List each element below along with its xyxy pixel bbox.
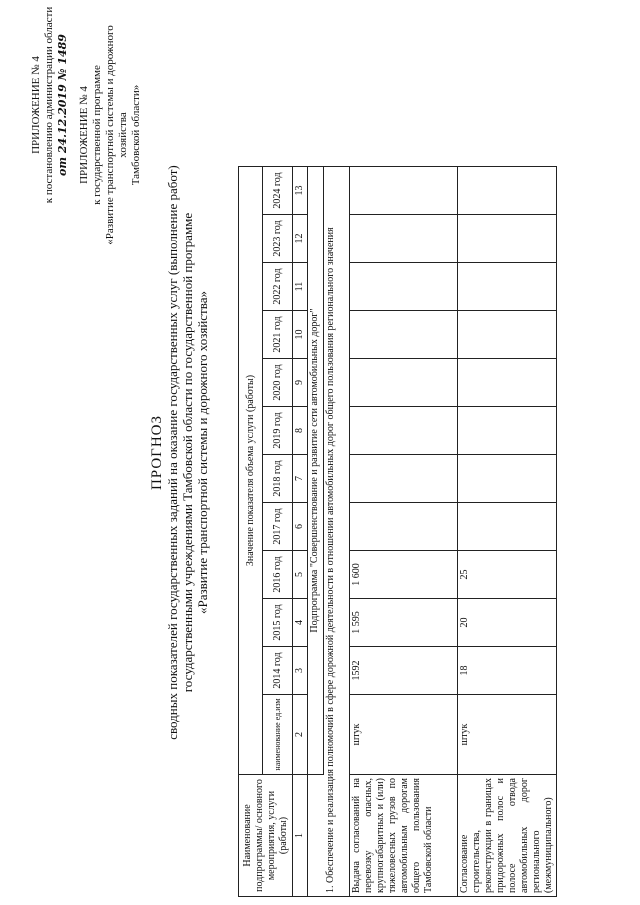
header-year: 2017 год — [263, 503, 293, 551]
appendix-decree-header — [30, 5, 69, 205]
value-cell — [350, 503, 458, 551]
title-line-2: государственными учреждениями Тамбовской области по государственной программе — [180, 212, 195, 693]
value-cell: 1 595 — [350, 599, 458, 647]
header-year: 2023 год — [263, 215, 293, 263]
subprogram-row: Подпрограмма "Совершенствование и развитие сети автомобильных дорог" — [308, 167, 324, 775]
appendix-program-ref: к государственной программе — [91, 65, 103, 205]
table-row — [458, 167, 557, 897]
appendix-program-name: «Развитие транспортной системы и дорожного хозяйства — [104, 25, 129, 245]
header-value-group: Значение показателя объема услуги (работы) — [239, 167, 263, 775]
column-number: 10 — [293, 311, 308, 359]
value-cell — [458, 503, 557, 551]
column-number: 8 — [293, 407, 308, 455]
value-cell — [458, 263, 557, 311]
column-number: 9 — [293, 359, 308, 407]
value-cell — [350, 359, 458, 407]
column-number: 13 — [293, 167, 308, 215]
value-cell: 1 600 — [350, 551, 458, 599]
document-title — [150, 0, 210, 905]
value-cell: 25 — [458, 551, 557, 599]
forecast-table — [238, 166, 557, 897]
header-year: 2022 год — [263, 263, 293, 311]
column-number: 6 — [293, 503, 308, 551]
value-cell — [350, 167, 458, 215]
service-name: Согласование строительства, реконструкции в границах придорожных полос и полосе отвода автомобильных дорог регионального (межмуниципального) — [458, 775, 557, 897]
column-number: 2 — [293, 695, 308, 775]
value-cell — [458, 215, 557, 263]
appendix-program-header — [78, 5, 143, 265]
header-year: 2014 год — [263, 647, 293, 695]
column-number: 11 — [293, 263, 308, 311]
column-number: 1 — [293, 775, 308, 897]
appendix-decree-number: ПРИЛОЖЕНИЕ № 4 — [30, 56, 42, 154]
value-cell — [458, 311, 557, 359]
service-name: Выдача согласований на перевозку опасных, крупногабаритных и (или) тяжеловесных грузов по автомобильным дорогам общего пользования Тамбовской области — [350, 775, 458, 897]
unit-cell: штук — [350, 695, 458, 775]
column-number: 5 — [293, 551, 308, 599]
table-row — [350, 167, 458, 897]
value-cell — [458, 407, 557, 455]
header-year: 2018 год — [263, 455, 293, 503]
value-cell: 1592 — [350, 647, 458, 695]
value-cell — [350, 215, 458, 263]
appendix-decree-date: от 24.12.2019 № 1489 — [56, 34, 69, 176]
header-year: 2019 год — [263, 407, 293, 455]
value-cell — [350, 311, 458, 359]
appendix-program-number: ПРИЛОЖЕНИЕ № 4 — [78, 86, 90, 184]
value-cell — [350, 263, 458, 311]
value-cell: 18 — [458, 647, 557, 695]
title-heading: ПРОГНОЗ — [149, 414, 165, 491]
column-number: 7 — [293, 455, 308, 503]
title-line-1: сводных показателей государственных заданий на оказание государственных услуг (выполнение работ) — [165, 165, 180, 740]
header-year: 2024 год — [263, 167, 293, 215]
value-cell — [458, 455, 557, 503]
value-cell — [458, 359, 557, 407]
measure-row: 1. Обеспечение и реализация полномочий в сфере дорожной деятельности в отношении автомобильных дорог общего пользования регионального значения — [324, 167, 350, 897]
value-cell — [350, 407, 458, 455]
value-cell: 20 — [458, 599, 557, 647]
value-cell — [350, 455, 458, 503]
header-unit: наименование ед.изм — [263, 695, 293, 775]
column-number: 4 — [293, 599, 308, 647]
header-name: Наименование подпрограммы/ основного мероприятия, услуги (работы) — [239, 775, 293, 897]
column-number: 12 — [293, 215, 308, 263]
column-number: 3 — [293, 647, 308, 695]
header-year: 2016 год — [263, 551, 293, 599]
unit-cell: штук — [458, 695, 557, 775]
header-year: 2021 год — [263, 311, 293, 359]
title-line-3: «Развитие транспортной системы и дорожного хозяйства» — [195, 291, 210, 614]
header-year: 2015 год — [263, 599, 293, 647]
value-cell — [458, 167, 557, 215]
appendix-program-region: Тамбовской области» — [130, 84, 142, 186]
header-year: 2020 год — [263, 359, 293, 407]
appendix-decree-ref: к постановлению администрации области — [43, 6, 55, 204]
